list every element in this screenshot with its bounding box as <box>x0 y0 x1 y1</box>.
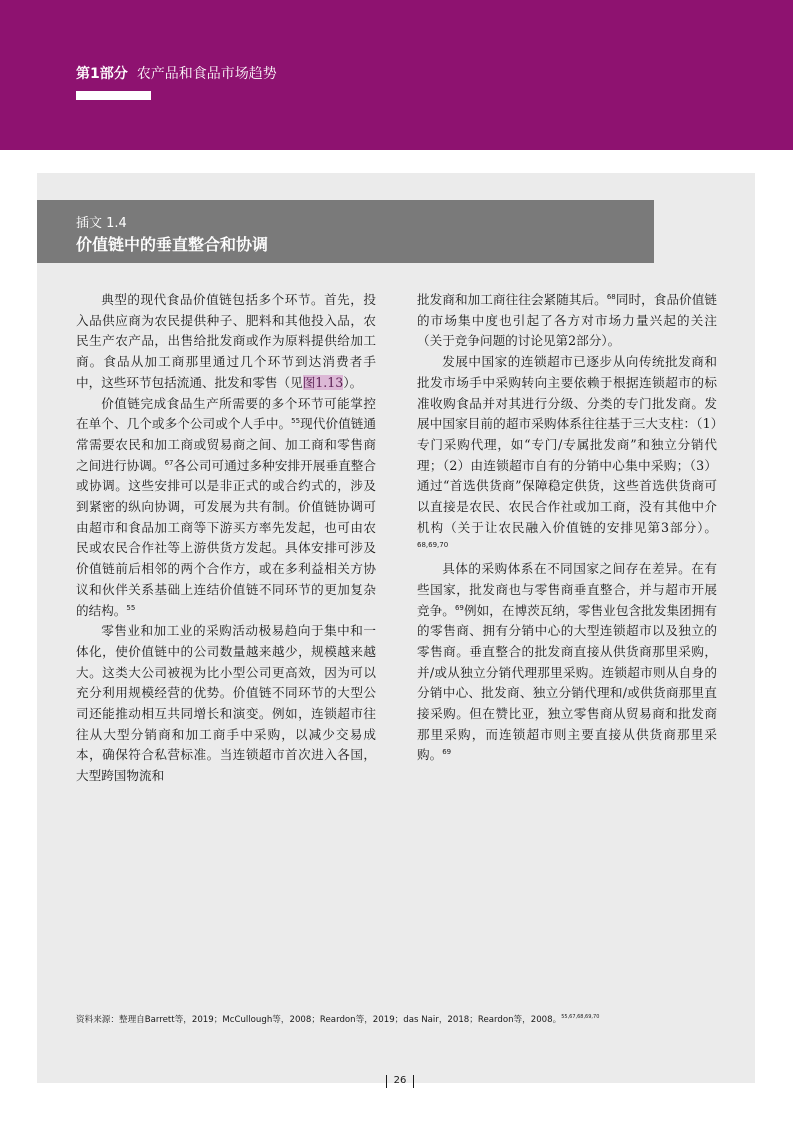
left-column <box>76 290 376 787</box>
citation: 68,69,70 <box>417 541 449 550</box>
header-title <box>76 63 277 83</box>
citation: 69 <box>442 748 452 757</box>
page-header <box>0 0 793 150</box>
paragraph: 批发商和加工商往往会紧随其后。$^{68}$同时，食品价值链的市场集中度也引起了各方对市场力量兴起的关注（关于竞争问题的讨论见第2部分）。 <box>417 292 718 349</box>
paragraph: 零售业和加工业的采购活动极易趋向于集中和一体化，使价值链中的公司数量越来越少，规模越来越大。这类大公司被视为比小型公司更高效，因为可以充分利用规模经营的优势。价值链不同环节的大型公司还能推动相互共同增长和演变。例如，连锁超市往往从大型分销商和加工商手中采购，以减少交易成本，确保符合私营标准。当连锁超市首次进入各国，大型跨国物流和 <box>76 623 376 784</box>
figure-link[interactable]: 图1.13 <box>302 374 344 390</box>
page-number: 26 <box>380 1071 420 1091</box>
citation: 55 <box>126 603 136 612</box>
source-note: 资料来源：整理自Barrett等，2019；McCullough等，2008；Reardon等，2019；das Nair，2018；Reardon等，2008。$^{55,67,68,69,70}$ <box>76 1014 600 1025</box>
paragraph: 发展中国家的连锁超市已逐步从向传统批发商和批发市场手中采购转向主要依赖于根据连锁超市的标准收购食品并对其进行分级、分类的专门批发商。发展中国家目前的超市采购体系往往基于三大支柱：（1）专门采购代理，如“专门/专属批发商”和独立分销代理；（2）由连锁超市自有的分销中心集中采购；（3）通过“首选供货商”保障稳定供货，这些首选供货商可以直接是农民、农民合作社或加工商，没有其他中介机构（关于让农民融入价值链的安排见第3部分）。$^{68,69,70}$ <box>417 354 717 550</box>
paragraph: 价值链完成食品生产所需要的多个环节可能掌控在单个、几个或多个公司或个人手中。$^{55}$现代价值链通常需要农民和加工商或贸易商之间、加工商和零售商之间进行协调。$^{67}$各公司可通过多种安排开展垂直整合或协调。这些安排可以是非正式的或合约式的，涉及到紧密的纵向协调，可发展为共有制。价值链协调可由超市和食品加工商等下游买方率先发起，也可由农民或农民合作社等上游供货方发起。具体安排可涉及价值链前后相邻的两个合作方，或在多利益相关方协议和伙伴关系基础上连结价值链不同环节的更加复杂的结构。$^{55}$ <box>76 395 377 618</box>
citation: 68 <box>606 292 616 301</box>
part-label: 第1部分 <box>76 66 128 82</box>
paragraph: 具体的采购体系在不同国家之间存在差异。在有些国家，批发商也与零售商垂直整合，并与超市开展竞争。$^{69}$例如，在博茨瓦纳，零售业包含批发集团拥有的零售商、拥有分销中心的大型连锁超市以及独立的零售商。垂直整合的批发商直接从供货商那里采购，并/或从独立分销代理那里采购。连锁超市则从自身的分销中心、批发商、独立分销代理和/或供货商那里直接采购。但在赞比亚，独立零售商从贸易商和批发商那里采购，而连锁超市则主要直接从供货商那里采购。$^{69}$ <box>417 561 718 763</box>
citation: 67 <box>164 458 174 467</box>
paragraph: 典型的现代食品价值链包括多个环节。首先，投入品供应商为农民提供种子、肥料和其他投入品，农民生产农产品，出售给批发商或作为原料提供给加工商。食品从加工商那里通过几个环节到达消费者手中，这些环节包括流通、批发和零售（见图1.13）。 <box>76 292 376 390</box>
citation: 55,67,68,69,70 <box>561 1014 600 1021</box>
citation: 69 <box>454 603 464 612</box>
header-accent-bar <box>76 91 151 100</box>
section-label: 农产品和食品市场趋势 <box>136 66 277 82</box>
citation: 55 <box>291 417 301 426</box>
inset-box-label: 插文 1.4 <box>76 216 127 231</box>
inset-box-title: 价值链中的垂直整合和协调 <box>76 235 269 254</box>
right-column <box>417 290 717 766</box>
